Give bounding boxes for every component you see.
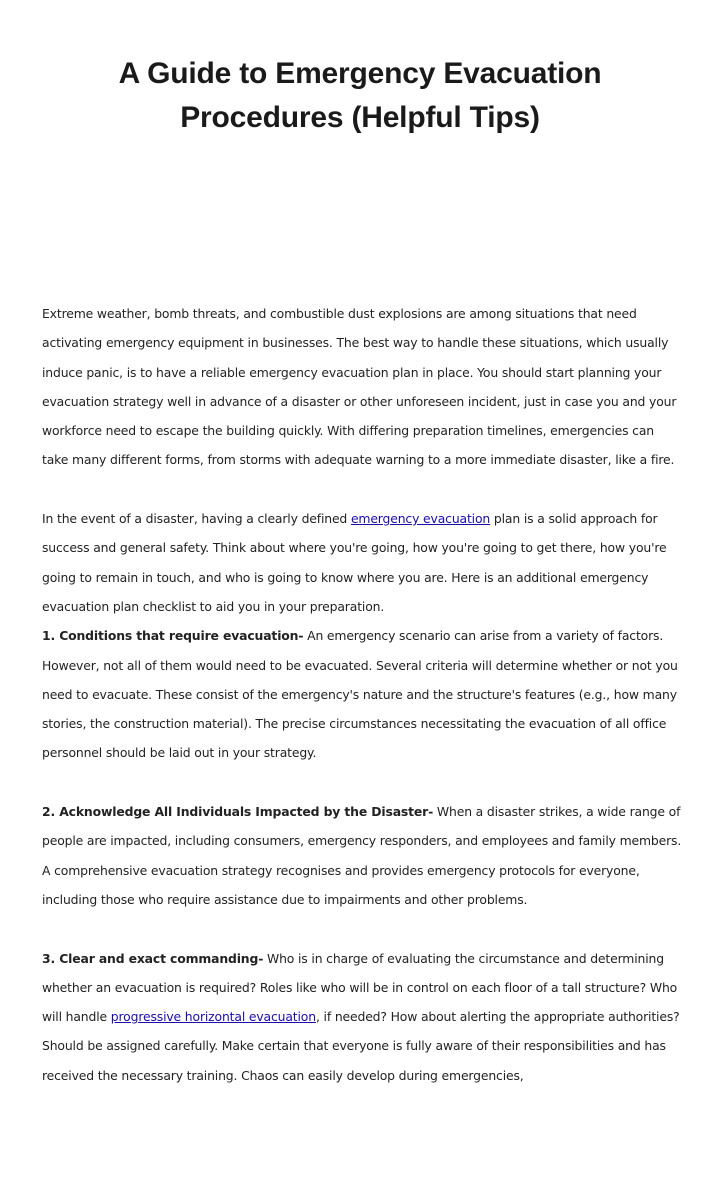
item-3-paragraph (42, 944, 682, 1090)
item-3-heading: 3. Clear and exact commanding- (42, 950, 264, 966)
title-line-1: A Guide to Emergency Evacuation (118, 57, 602, 90)
page-title (60, 52, 660, 140)
item-1-heading: 1. Conditions that require evacuation- (42, 628, 304, 644)
article-body (42, 299, 682, 1090)
paragraph-spacer (42, 914, 682, 943)
title-line-2: Procedures (Helpful Tips) (180, 101, 540, 134)
checklist-intro-paragraph (42, 504, 682, 621)
intro-paragraph: Extreme weather, bomb threats, and combustible dust explosions are among situations that need activating emergency equipment in businesses. The best way to handle these situations, which usually induce panic, is to have a reliable emergency evacuation plan in place. You should start planning your evacuation strategy well in advance of a disaster or other unforeseen incident, just in case you and your workforce need to escape the building quickly. With differing preparation timelines, emergencies can take many different forms, from storms with adequate warning to a more immediate disaster, like a fire. (42, 306, 677, 468)
item-3-text: , if needed? How about alerting the appropriate authorities? Should be assigned carefully. Make certain that everyone is fully aware of their responsibilities and has received the necessary training. Chaos can easily develop during emergencies, (42, 1009, 680, 1083)
emergency-evacuation-link[interactable]: emergency evacuation (350, 511, 491, 527)
progressive-horizontal-evacuation-link[interactable]: progressive horizontal evacuation (110, 1009, 316, 1025)
item-1-paragraph (42, 621, 682, 767)
item-1-text: An emergency scenario can arise from a variety of factors. However, not all of them would need to be evacuated. Several criteria will determine whether or not you need to evacuate. These consist of the emergency's nature and the structure's features (e.g., how many stories, the construction material). The precise circumstances necessitating the evacuation of all office personnel should be laid out in your strategy. (42, 628, 678, 761)
paragraph-spacer (42, 475, 682, 504)
paragraph-text: In the event of a disaster, having a clearly defined (42, 511, 351, 527)
item-2-text: When a disaster strikes, a wide range of people are impacted, including consumers, emergency responders, and employees and family members. A comprehensive evacuation strategy recognises and provides emergency protocols for everyone, including those who require assistance due to impairments and other problems. (42, 804, 682, 907)
item-2-paragraph (42, 797, 682, 914)
paragraph-text: plan is a solid approach for success and general safety. Think about where you're going, how you're going to get there, how you're going to remain in touch, and who is going to know where you are. Here is an additional emergency evacuation plan checklist to aid you in your preparation. (42, 511, 667, 614)
item-3-text: Who is in charge of evaluating the circumstance and determining whether an evacuation is required? Roles like who will be in control on each floor of a tall structure? Who will handle (42, 950, 678, 1025)
paragraph-spacer (42, 768, 682, 797)
item-2-heading: 2. Acknowledge All Individuals Impacted by the Disaster- (42, 804, 434, 820)
